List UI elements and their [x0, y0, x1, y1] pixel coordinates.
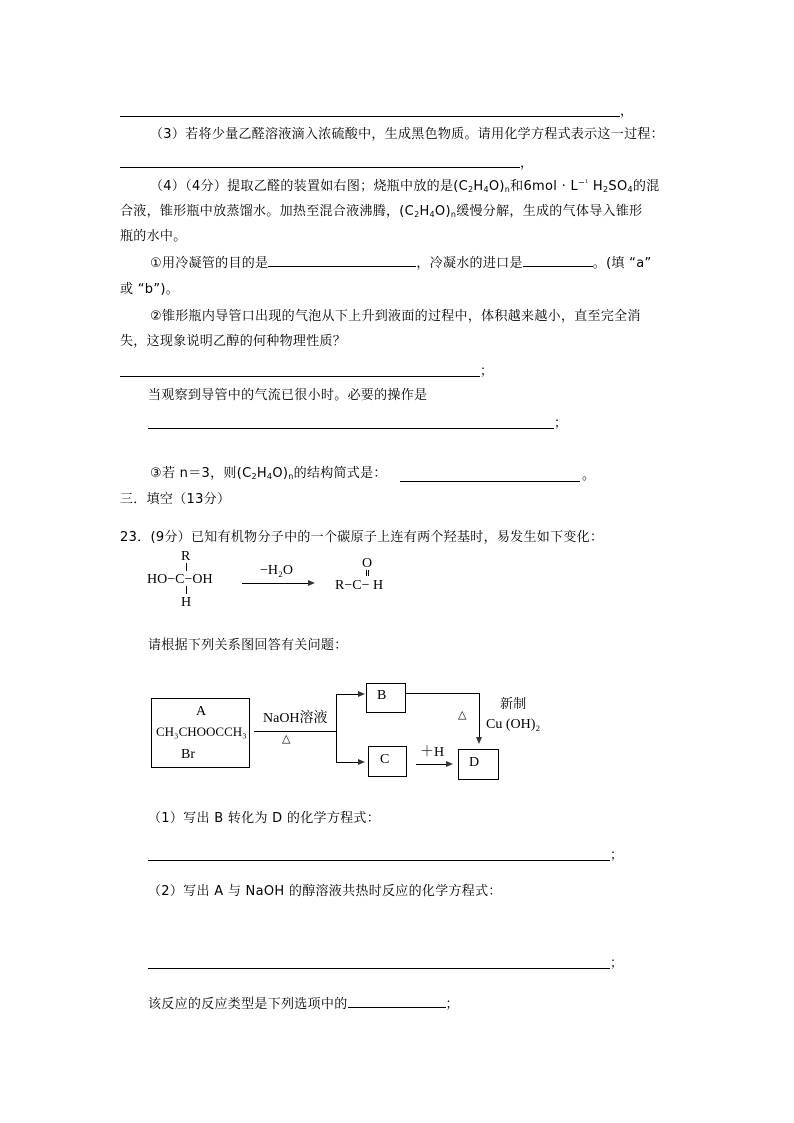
sub-question-3: 该反应的反应类型是下列选项中的 ； — [148, 997, 459, 1012]
arrow-right-icon — [308, 580, 315, 586]
answer-line[interactable] — [400, 481, 580, 482]
reaction-h-bottom: H — [181, 595, 192, 610]
reagent-label-2: Cu (OH)₂ — [486, 717, 541, 732]
punct: ； — [610, 956, 624, 971]
reaction-o-top: O — [362, 556, 373, 571]
answer-line[interactable] — [148, 860, 610, 861]
question-23-intro: 23．(9分）已知有机物分子中的一个碳原子上连有两个羟基时，易发生如下变化： — [120, 530, 604, 545]
item-2-cont: 失，这现象说明乙醇的何种物理性质？ — [120, 334, 347, 349]
answer-blank[interactable] — [348, 995, 446, 1008]
answer-line[interactable] — [120, 116, 620, 117]
compound-a-br: Br — [181, 747, 195, 762]
question-3-text: （3）若将少量乙醛溶液滴入浓硫酸中，生成黑色物质。请用化学方程式表示这一过程： — [150, 127, 664, 142]
punct: 。 — [582, 468, 596, 483]
question-4-line1: （4）（4分）提取乙醛的装置如右图；烧瓶中放的是$(C_2H_4O)_n$和$6mol \cdot L^{-^1}$ $H_2SO_4$的混 — [150, 178, 660, 194]
heat-symbol: △ — [458, 709, 467, 721]
punct: ， — [520, 156, 534, 171]
punct: ； — [610, 848, 624, 863]
question-4-line3: 瓶的水中。 — [120, 229, 187, 244]
item-3: ③若 n＝3，则$(C_2H_4O)_n$的结构简式是： — [150, 466, 387, 481]
punct: ； — [480, 364, 494, 379]
heat-symbol: △ — [282, 733, 291, 745]
arrow-right-icon — [358, 691, 365, 697]
reaction-r-top: R — [181, 549, 191, 564]
item-1-cont: 或 “b”)。 — [120, 282, 180, 297]
arrow-right-icon — [358, 759, 365, 765]
answer-blank[interactable] — [268, 254, 416, 267]
item-1: ①用冷凝管的目的是 ，冷凝水的进口是 。(填 “a” — [150, 256, 652, 271]
naoh-label: NaOH溶液 — [263, 711, 328, 726]
sub-question-1: （1）写出 B 转化为 D 的化学方程式： — [148, 811, 381, 826]
reaction-left-mid: HO−C−OH — [147, 572, 213, 587]
compound-a-formula: CH₃CHOOCCH₃ — [156, 724, 247, 739]
reaction-right-mid: R−C− H — [335, 578, 384, 593]
reagent-label-1: 新制 — [500, 697, 527, 712]
answer-line[interactable] — [148, 968, 610, 969]
punct: ， — [620, 104, 634, 119]
compound-a-label: A — [196, 704, 207, 719]
answer-blank[interactable] — [523, 254, 593, 267]
diagram-prompt: 请根据下列关系图回答有关问题： — [148, 638, 348, 653]
reaction-arrow-label: −H₂O — [260, 563, 293, 578]
question-4-line2: 合液，锥形瓶中放蒸馏水。加热至混合液沸腾，$(C_2H_4O)_n$缓慢分解，生成的气体导入锥形 — [120, 204, 643, 219]
arrow-down-icon — [476, 737, 482, 744]
section-title: 三．填空（13分） — [120, 492, 231, 507]
answer-line[interactable] — [148, 428, 554, 429]
answer-line[interactable] — [120, 376, 480, 377]
answer-line[interactable] — [120, 167, 520, 168]
compound-d-label: D — [469, 755, 480, 770]
item-2-operation: 当观察到导管中的气流已很小时。必要的操作是 — [148, 388, 428, 403]
compound-c-label: C — [380, 752, 390, 767]
compound-b-label: B — [377, 688, 387, 703]
item-2: ②锥形瓶内导管口出现的气泡从下上升到液面的过程中，体积越来越小，直至完全消 — [150, 309, 641, 324]
arrow-right-icon — [446, 761, 453, 767]
hydrogen-label: ＋H — [420, 745, 445, 760]
sub-question-2: （2）写出 A 与 NaOH 的醇溶液共热时反应的化学方程式： — [148, 884, 502, 899]
punct: ； — [554, 416, 568, 431]
